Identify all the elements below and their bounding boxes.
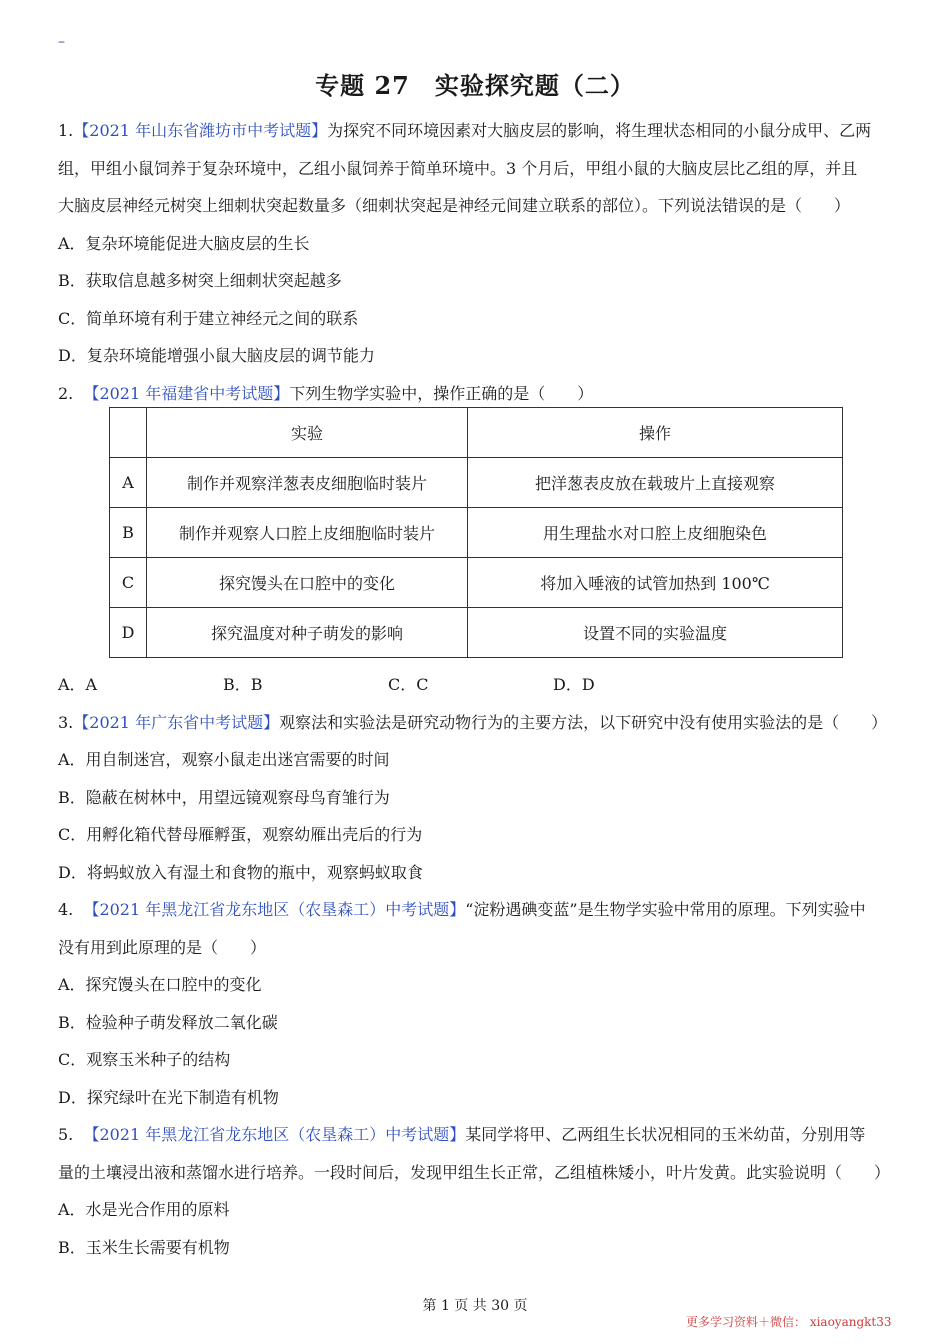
q4-number: 4. [58, 900, 74, 919]
q4-stem-line-2: 没有用到此原理的是（ ） [58, 937, 267, 957]
table-cell: D [110, 608, 147, 658]
q2-option-d: D．D [553, 675, 595, 694]
q1-option-a: A．复杂环境能促进大脑皮层的生长 [58, 233, 310, 253]
q2-option-a: A．A [58, 675, 98, 694]
q2-source: 【2021 年福建省中考试题】 [83, 383, 290, 403]
q3-option-a: A．用自制迷宫，观察小鼠走出迷宫需要的时间 [58, 750, 390, 769]
q5-option-a: A．水是光合作用的原料 [58, 1200, 230, 1219]
q1-number: 1. [58, 121, 74, 140]
page-number: 第 1 页 共 30 页 [422, 1298, 528, 1314]
header-mark: – [58, 34, 65, 50]
page-title: 专题 27 实验探究题（二） [315, 71, 635, 100]
question-list [58, 112, 892, 1266]
table-row [110, 608, 843, 658]
q3-option-b: B．隐蔽在树林中，用望远镜观察母鸟育雏行为 [58, 787, 390, 807]
q2-option-c: C．C [388, 675, 429, 694]
q1-option-c: C．简单环境有利于建立神经元之间的联系 [58, 308, 359, 328]
table-cell: 制作并观察洋葱表皮细胞临时装片 [147, 458, 468, 508]
promo-text: 更多学习资料＋微信： xiaoyangkt33 [686, 1315, 892, 1329]
table-row [110, 558, 843, 608]
table-cell: C [110, 558, 147, 608]
q4-option-c: C．观察玉米种子的结构 [58, 1050, 231, 1069]
q5-number: 5. [58, 1125, 74, 1144]
table-cell: 设置不同的实验温度 [468, 608, 843, 658]
q3-option-c: C．用孵化箱代替母雁孵蛋，观察幼雁出壳后的行为 [58, 825, 423, 844]
q1-stem-line-1 [58, 112, 892, 150]
q3-option-d: D．将蚂蚁放入有湿土和食物的瓶中，观察蚂蚁取食 [58, 862, 423, 882]
table-header-cell [110, 408, 147, 458]
q1-stem-line-3: 大脑皮层神经元树突上细刺状突起数量多（细刺状突起是神经元间建立联系的部位）。下列说法错误的是（ ） [58, 196, 851, 215]
q4-option-a: A．探究馒头在口腔中的变化 [58, 975, 262, 994]
q4-option-b: B．检验种子萌发释放二氧化碳 [58, 1012, 278, 1032]
q2-option-b: B．B [223, 675, 263, 694]
table-cell: B [110, 508, 147, 558]
q1-option-d: D．复杂环境能增强小鼠大脑皮层的调节能力 [58, 346, 375, 365]
q2-number: 2. [58, 383, 74, 403]
table-cell: A [110, 458, 147, 508]
q4-source: 【2021 年黑龙江省龙东地区（农垦森工）中考试题】 [83, 900, 466, 919]
table-cell: 用生理盐水对口腔上皮细胞染色 [468, 508, 843, 558]
table-header-row [110, 408, 843, 458]
q3-number: 3. [58, 712, 74, 732]
q4-option-d: D．探究绿叶在光下制造有机物 [58, 1087, 279, 1107]
table-cell: 把洋葱表皮放在载玻片上直接观察 [468, 458, 843, 508]
q5-stem-line-2: 量的土壤浸出液和蒸馏水进行培养。一段时间后，发现甲组生长正常，乙组植株矮小，叶片发黄。此实验说明（ ） [58, 1162, 891, 1182]
q5-option-b: B．玉米生长需要有机物 [58, 1237, 230, 1257]
table-header-cell: 实验 [147, 408, 468, 458]
q5-stem-1: 某同学将甲、乙两组生长状况相同的玉米幼苗，分别用等 [465, 1125, 866, 1144]
q1-source: 【2021 年山东省潍坊市中考试题】 [73, 121, 328, 140]
q2-stem: 下列生物学实验中，操作正确的是（ ） [289, 383, 594, 403]
table-cell: 探究温度对种子萌发的影响 [147, 608, 468, 658]
table-header-cell: 操作 [468, 408, 843, 458]
experiment-table [109, 407, 843, 658]
table-cell: 探究馒头在口腔中的变化 [147, 558, 468, 608]
q5-source: 【2021 年黑龙江省龙东地区（农垦森工）中考试题】 [83, 1125, 466, 1144]
q1-stem-1: 为探究不同环境因素对大脑皮层的影响，将生理状态相同的小鼠分成甲、乙两 [327, 121, 872, 140]
q3-stem: 观察法和实验法是研究动物行为的主要方法，以下研究中没有使用实验法的是（ ） [279, 712, 888, 732]
q1-stem-line-2: 组，甲组小鼠饲养于复杂环境中，乙组小鼠饲养于简单环境中。3 个月后，甲组小鼠的大脑皮层比乙组的厚，并且 [58, 158, 858, 178]
table-cell: 将加入唾液的试管加热到 100℃ [468, 558, 843, 608]
q5-stem-line-1 [58, 1116, 892, 1154]
table-row [110, 508, 843, 558]
table-cell: 制作并观察人口腔上皮细胞临时装片 [147, 508, 468, 558]
q3-stem-line [58, 704, 892, 742]
table-row [110, 458, 843, 508]
q2-options [58, 666, 892, 704]
q3-source: 【2021 年广东省中考试题】 [73, 712, 280, 732]
q4-stem-1: “淀粉遇碘变蓝”是生物学实验中常用的原理。下列实验中 [465, 900, 866, 919]
q4-stem-line-1 [58, 891, 892, 929]
q1-option-b: B．获取信息越多树突上细刺状突起越多 [58, 271, 342, 290]
